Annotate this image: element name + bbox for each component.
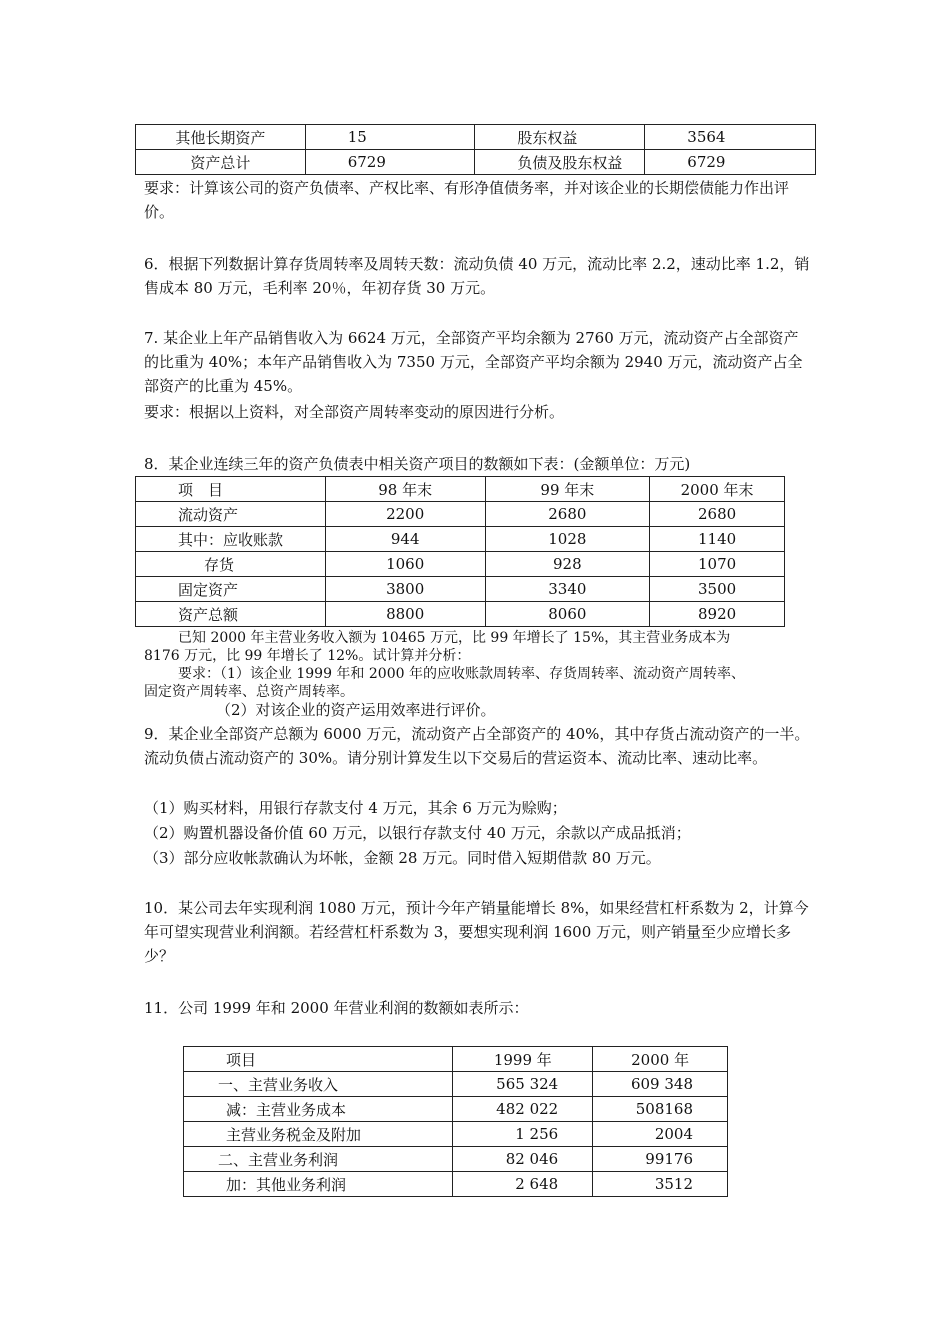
table-cell: 565 324 [453,1072,593,1097]
table-row [184,1072,728,1097]
table-cell: 3564 [645,125,816,150]
profit-table [183,1046,728,1197]
table-cell: 482 022 [453,1097,593,1122]
table-cell: 928 [485,552,650,577]
table-cell: 股东权益 [475,125,645,150]
table-cell: 资产总计 [136,150,306,175]
question-11-intro: 11．公司 1999 年和 2000 年营业利润的数额如表所示： [144,999,529,1017]
table-cell: 2 648 [453,1172,593,1197]
column-header: 项目 [184,1047,453,1072]
table-cell: 2200 [325,502,485,527]
q8-known-line-1: 已知 2000 年主营业务收入额为 10465 万元，比 99 年增长了 15%，其主营业务成本为 [178,630,731,646]
table-cell: 减：主营业务成本 [184,1097,453,1122]
table-cell: 2680 [485,502,650,527]
table-cell: 3512 [593,1172,728,1197]
table-row [136,602,785,627]
column-header: 2000 年 [593,1047,728,1072]
table-row [184,1122,728,1147]
table-cell: 82 046 [453,1147,593,1172]
column-header: 项 目 [136,477,326,502]
table-cell: 15 [305,125,475,150]
table-row [184,1097,728,1122]
table-row [184,1172,728,1197]
question-6: 6．根据下列数据计算存货周转率及周转天数：流动负债 40 万元，流动比率 2.2，速动比率 1.2，销售成本 80 万元，毛利率 20％，年初存货 30 万元。 [144,255,810,297]
table-cell: 1140 [650,527,785,552]
table-cell: 1060 [325,552,485,577]
table-cell: 8800 [325,602,485,627]
table-cell: 加：其他业务利润 [184,1172,453,1197]
column-header: 1999 年 [453,1047,593,1072]
q8-requirement-line-3: （2）对该企业的资产运用效率进行评价。 [216,701,496,719]
table-cell: 6729 [645,150,816,175]
table-cell: 8920 [650,602,785,627]
question-9: 9．某企业全部资产总额为 6000 万元，流动资产占全部资产的 40%，其中存货占流动资产的一半。流动负债占流动资产的 30%。请分别计算发生以下交易后的营运资本、流动比率、速动比率。 [144,725,810,767]
table-row [136,577,785,602]
table-cell: 负债及股东权益 [475,150,645,175]
table-cell: 固定资产 [136,577,326,602]
table-cell: 一、主营业务收入 [184,1072,453,1097]
q8-requirement-line-2: 固定资产周转率、总资产周转率。 [144,684,354,700]
q9-item-3: （3）部分应收帐款确认为坏帐，金额 28 万元。同时借入短期借款 80 万元。 [144,849,661,867]
q9-item-2: （2）购置机器设备价值 60 万元，以银行存款支付 40 万元，余款以产成品抵消； [144,824,691,842]
table-cell: 1 256 [453,1122,593,1147]
table-cell: 2680 [650,502,785,527]
q8-requirement-line-1: 要求：（1）该企业 1999 年和 2000 年的应收账款周转率、存货周转率、流动资产周转率、 [178,666,745,682]
table-cell: 609 348 [593,1072,728,1097]
column-header: 2000 年末 [650,477,785,502]
question-8-intro: 8．某企业连续三年的资产负债表中相关资产项目的数额如下表：(金额单位：万元) [144,455,691,473]
table-cell: 存货 [136,552,326,577]
table-row [136,552,785,577]
table-cell: 二、主营业务利润 [184,1147,453,1172]
question-7-requirement: 要求：根据以上资料，对全部资产周转率变动的原因进行分析。 [144,403,565,421]
column-header: 98 年末 [325,477,485,502]
table-row [136,527,785,552]
table-row [136,502,785,527]
table-header-row [184,1047,728,1072]
table-row [136,125,816,150]
table-cell: 8060 [485,602,650,627]
table-cell: 3800 [325,577,485,602]
table-cell: 508168 [593,1097,728,1122]
table-row [184,1147,728,1172]
table-cell: 其中：应收账款 [136,527,326,552]
table-cell: 主营业务税金及附加 [184,1122,453,1147]
table-cell: 3340 [485,577,650,602]
table-cell: 1070 [650,552,785,577]
question-10: 10．某公司去年实现利润 1080 万元，预计今年产销量能增长 8%，如果经营杠杆系数为 2，计算今年可望实现营业利润额。若经营杠杆系数为 3，要想实现利润 1600 万元，则产销量至少应增长多少？ [144,899,809,965]
question-7: 7. 某企业上年产品销售收入为 6624 万元，全部资产平均余额为 2760 万元，流动资产占全部资产的比重为 40%；本年产品销售收入为 7350 万元，全部资产平均余额为 2940 万元，流动资产占全部资产的比重为 45%。 [144,329,803,395]
q8-known-line-2: 8176 万元，比 99 年增长了 12%。试计算并分析： [144,648,471,664]
asset-table [135,476,785,627]
table-header-row [136,477,785,502]
table-cell: 流动资产 [136,502,326,527]
table-cell: 99176 [593,1147,728,1172]
table-cell: 2004 [593,1122,728,1147]
table-cell: 944 [325,527,485,552]
table-cell: 6729 [305,150,475,175]
q5-requirement: 要求：计算该公司的资产负债率、产权比率、有形净值债务率，并对该企业的长期偿债能力作出评价。 [144,179,790,221]
table-cell: 3500 [650,577,785,602]
q9-item-1: （1）购买材料，用银行存款支付 4 万元，其余 6 万元为赊购； [144,799,567,817]
table-row [136,150,816,175]
table-cell: 资产总额 [136,602,326,627]
table-cell: 其他长期资产 [136,125,306,150]
column-header: 99 年末 [485,477,650,502]
table-cell: 1028 [485,527,650,552]
balance-sheet-table [135,124,816,175]
